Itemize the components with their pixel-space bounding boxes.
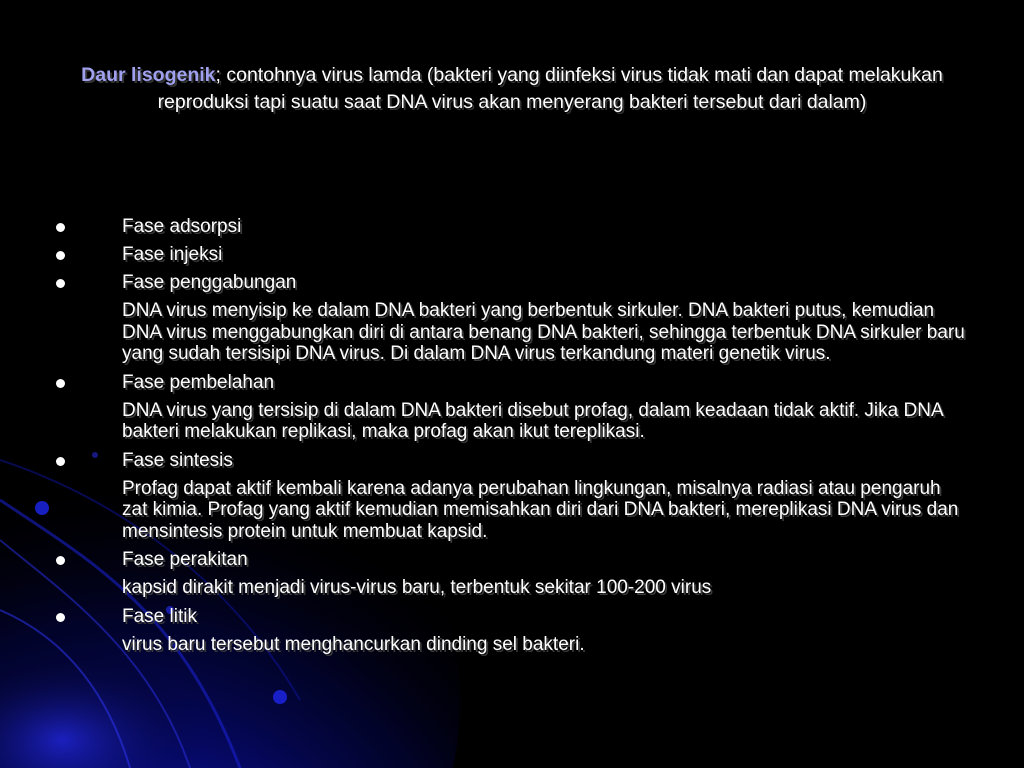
phase-description: kapsid dirakit menjadi virus-virus baru, terbentuk sekitar 100-200 virus [122,577,712,598]
phase-label: Fase perakitan [122,549,248,570]
bullet-icon [56,223,65,232]
phase-label: Fase injeksi [122,244,223,265]
list-item [56,213,966,241]
slide-title [56,62,968,116]
title-term: Daur lisogenik [81,64,216,86]
phase-description: virus baru tersebut menghancurkan dinding sel bakteri. [122,633,585,655]
phase-label: Fase pembelahan [122,371,275,393]
phase-description: DNA virus yang tersisip di dalam DNA bakteri disebut profag, dalam keadaan tidak aktif. Jika DNA bakteri melakukan replikasi, maka profag akan ikut tereplikasi. [122,399,943,442]
list-item [56,603,966,631]
phase-label: Fase adsorpsi [122,216,242,237]
list-item [56,241,966,269]
phase-label: Fase litik [122,605,197,627]
phase-label: Fase sintesis [122,449,233,471]
list-item [56,447,966,475]
phase-description: Profag dapat aktif kembali karena adanya perubahan lingkungan, misalnya radiasi atau pengaruh zat kimia. Profag yang aktif kemudian memisahkan diri dari DNA bakteri, mereplikasi DNA virus dan mensintesis protein untuk membuat kapsid. [122,477,959,542]
bullet-icon [56,251,65,260]
phase-label: Fase penggabungan [122,272,297,293]
list-item [56,546,966,574]
bullet-icon [56,279,65,288]
list-item [56,269,966,297]
bullet-icon [56,379,65,388]
title-text: ; contohnya virus lamda (bakteri yang diinfeksi virus tidak mati dan dapat melakukan reproduksi tapi suatu saat DNA virus akan menyerang bakteri tersebut dari dalam) [157,64,943,113]
bullet-icon [56,613,65,622]
list-item [56,369,966,397]
bullet-icon [56,457,65,466]
phase-list [56,213,966,659]
bullet-icon [56,556,65,565]
phase-description: DNA virus menyisip ke dalam DNA bakteri yang berbentuk sirkuler. DNA bakteri putus, kemudian DNA virus menggabungkan diri di antara benang DNA bakteri, sehingga terbentuk DNA sirkuler baru yang sudah tersisipi DNA virus. Di dalam DNA virus terkandung materi genetik virus. [122,300,965,364]
